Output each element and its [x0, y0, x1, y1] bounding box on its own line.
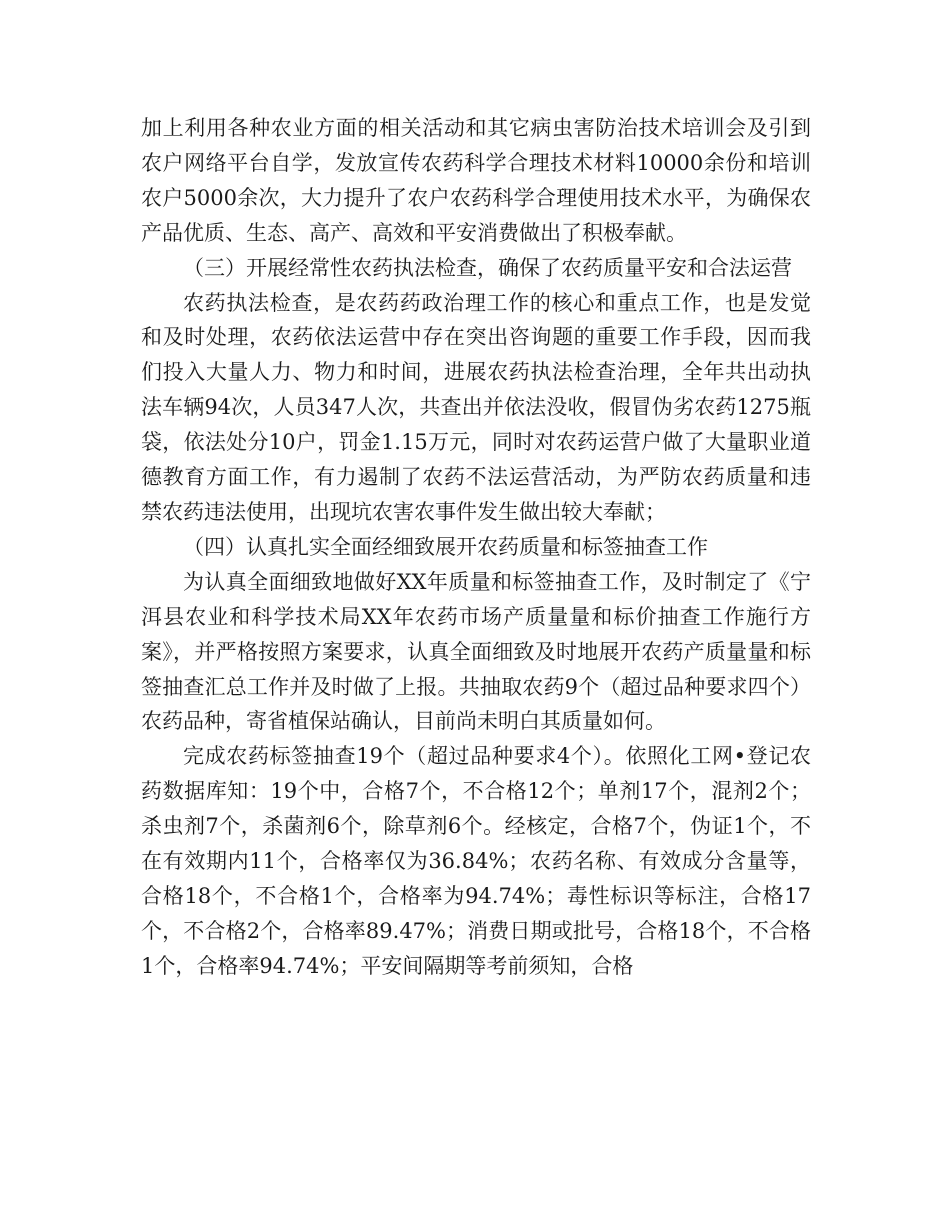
paragraph-quality-sampling: 为认真全面细致地做好XX年质量和标签抽查工作，及时制定了《宁洱县农业和科学技术局XX年农药市场产质量量和标价抽查工作施行方案》，并严格按照方案要求，认真全面细致及时地展开农药产质量量和标签抽查汇总工作并及时做了上报。共抽取农药9个（超过品种要求四个）农药品种，寄省植保站确认，目前尚未明白其质量如何。	[141, 569, 811, 734]
section-heading-4: （四）认真扎实全面经细致展开农药质量和标签抽查工作	[183, 534, 708, 559]
paragraph-intro-continuation: 加上利用各种农业方面的相关活动和其它病虫害防治技术培训会及引到农户网络平台自学，发放宣传农药科学合理技术材料10000余份和培训农户5000余次，大力提升了农户农药科学合理使用技术水平，为确保农产品优质、生态、高产、高效和平安消费做出了积极奉献。	[141, 116, 811, 245]
paragraph-law-enforcement: 农药执法检查，是农药药政治理工作的核心和重点工作，也是发觉和及时处理，农药依法运营中存在突出咨询题的重要工作手段，因而我们投入大量人力、物力和时间，进展农药执法检查治理，全年共出动执法车辆94次，人员347人次，共查出并依法没收，假冒伪劣农药1275瓶袋，依法处分10户，罚金1.15万元，同时对农药运营户做了大量职业道德教育方面工作，有力遏制了农药不法运营活动，为严防农药质量和违禁农药违法使用，出现坑农害农事件发生做出较大奉献；	[141, 290, 811, 524]
section-heading-3: （三）开展经常性农药执法检查，确保了农药质量平安和合法运营	[183, 255, 792, 280]
document-body	[141, 111, 811, 984]
paragraph-label-sampling: 完成农药标签抽查19个（超过品种要求4个）。依照化工网•登记农药数据库知：19个中，合格7个，不合格12个；单剂17个，混剂2个；杀虫剂7个，杀菌剂6个，除草剂6个。经核定，合格7个，伪证1个，不在有效期内11个，合格率仅为36.84%；农药名称、有效成分含量等，合格18个，不合格1个，合格率为94.74%；毒性标识等标注，合格17个，不合格2个，合格率89.47%；消费日期或批号，合格18个，不合格1个，合格率94.74%；平安间隔期等考前须知，合格	[141, 744, 811, 978]
